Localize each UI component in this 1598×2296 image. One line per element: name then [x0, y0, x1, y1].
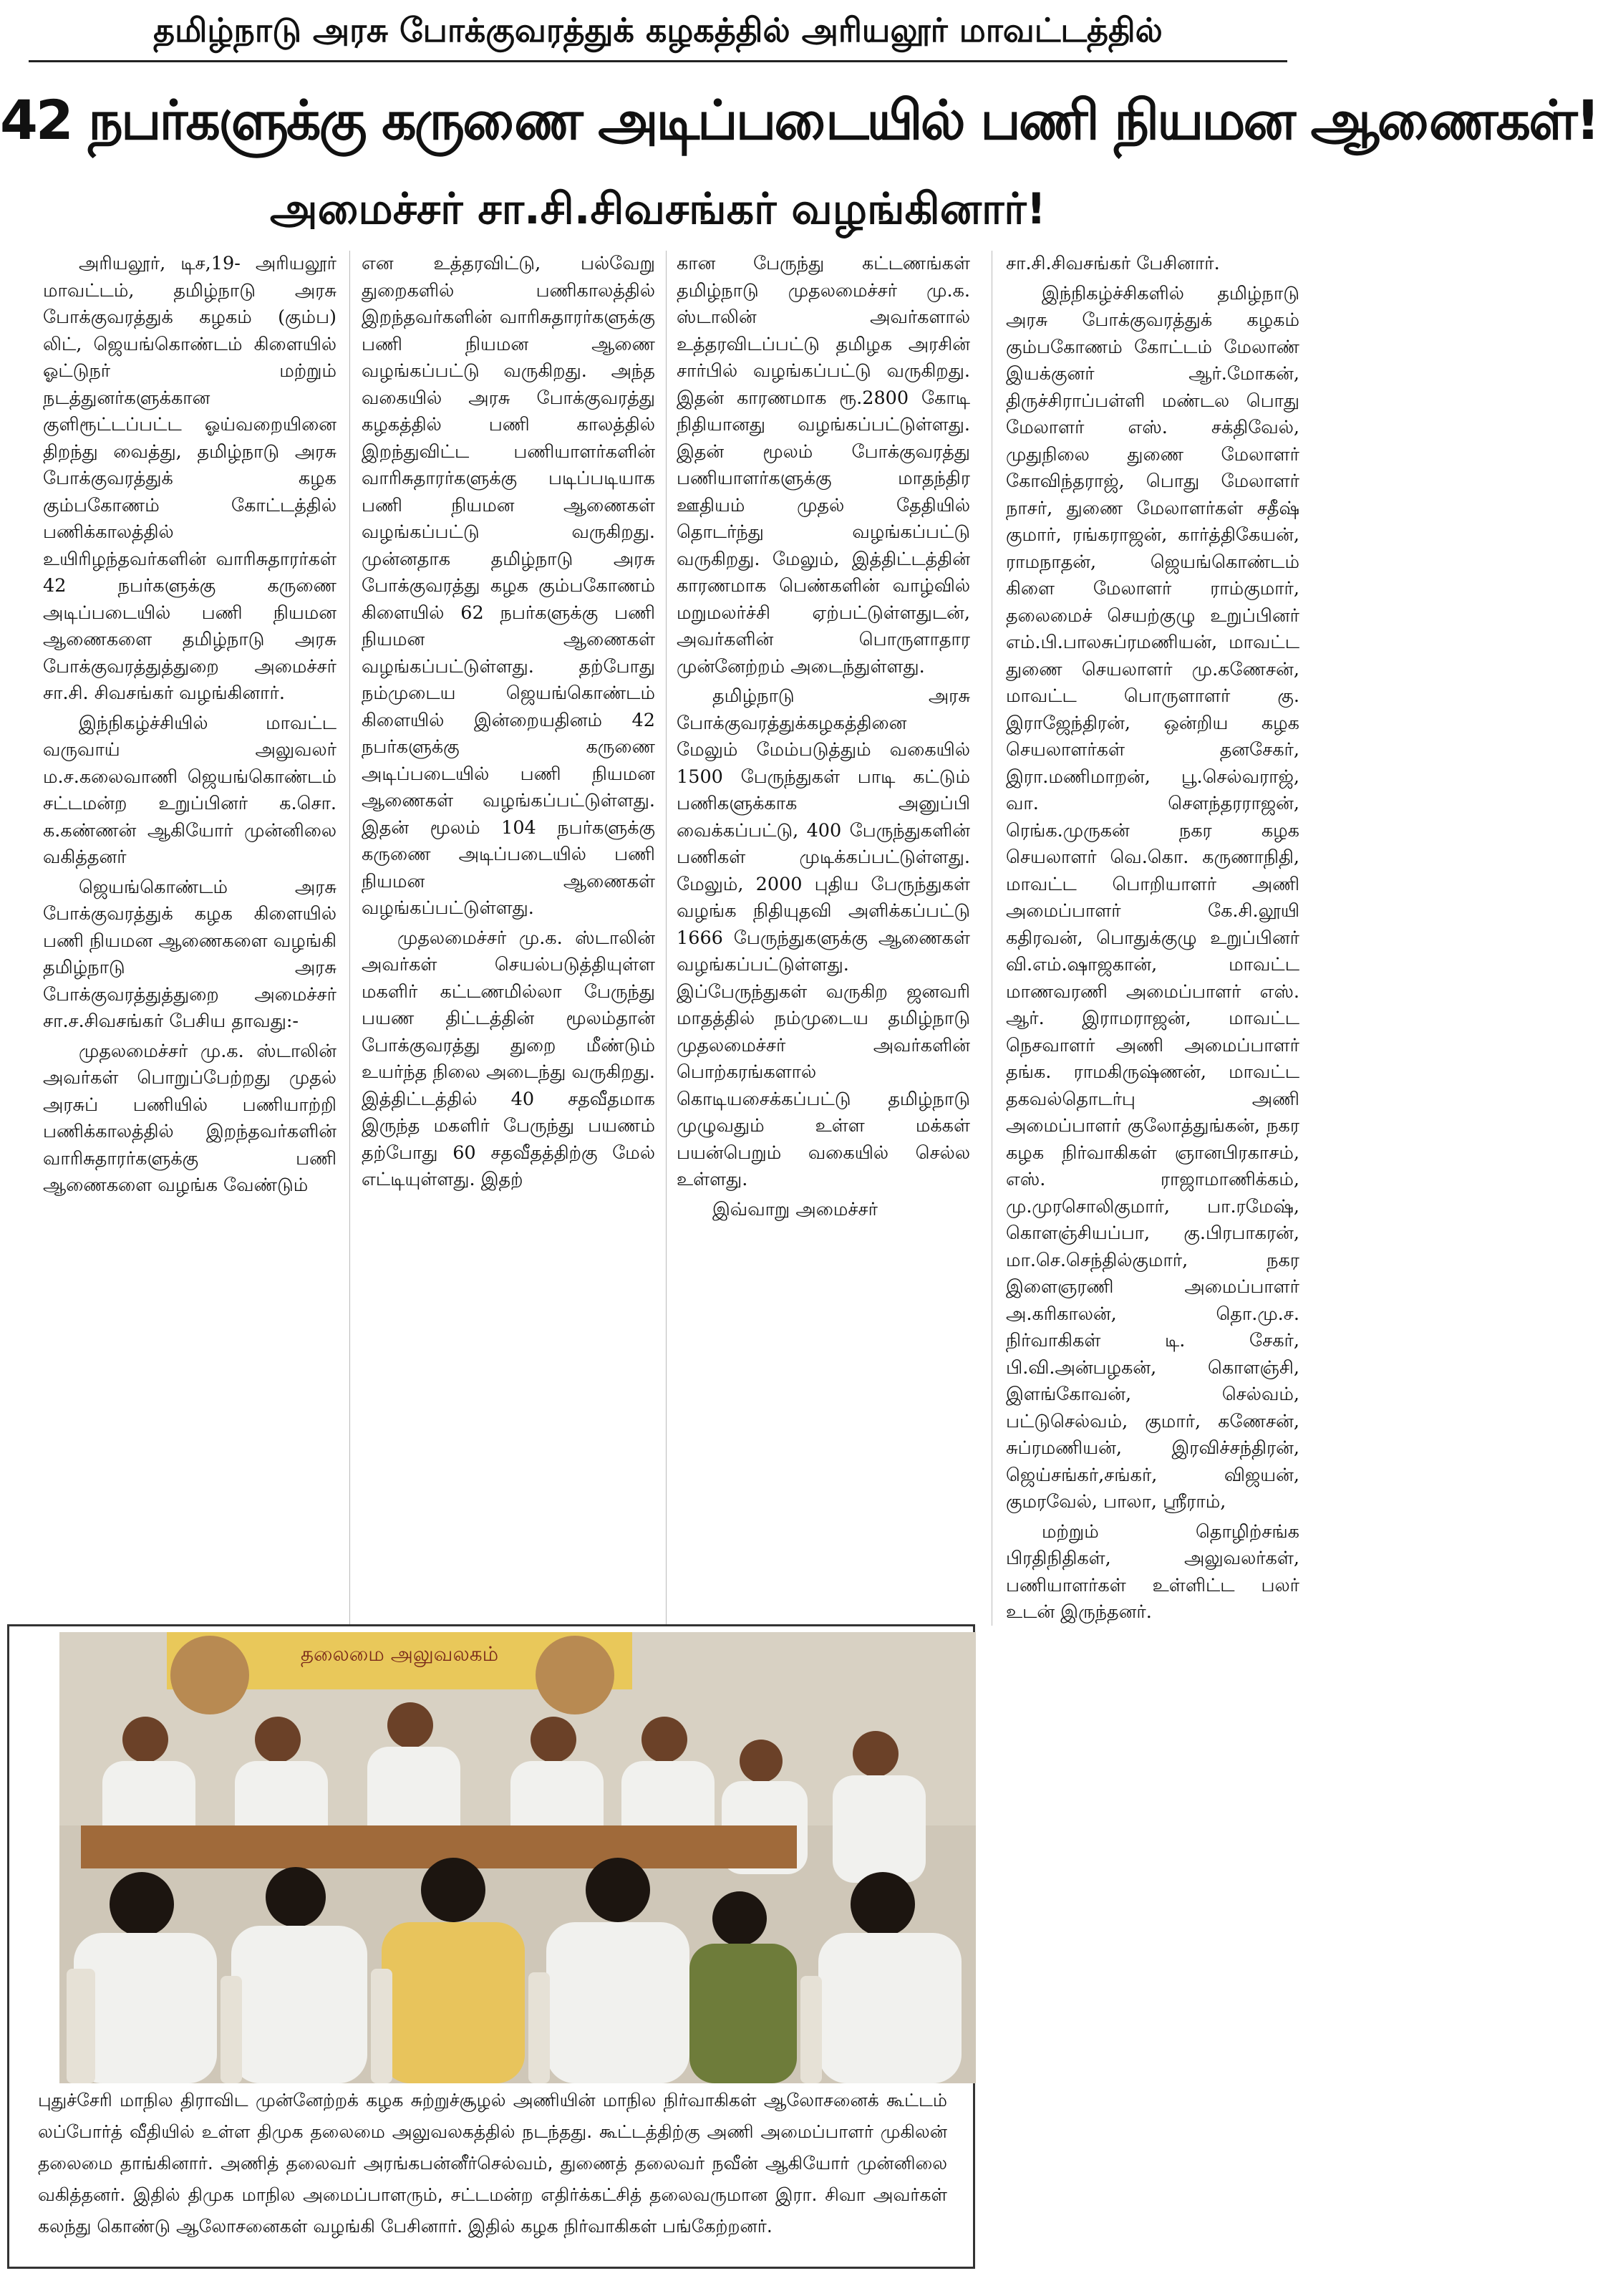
paragraph: முதலமைச்சர் மு.க. ஸ்டாலின் அவர்கள் பொறுப்பேற்றது முதல் அரசுப் பணியில் பணியாற்றி பணிக்காலத்தில் இறந்தவர்களின் வாரிசுதாரர்களுக்கு பணி ஆணைகளை வழங்க வேண்டும்: [43, 1040, 336, 1196]
article-column-2: [362, 251, 655, 1633]
main-headline: 42 நபர்களுக்கு கருணை அடிப்படையில் பணி நியமன ஆணைகள்!: [0, 88, 1598, 152]
paragraph: சா.சி.சிவசங்கர் பேசினார்.: [1006, 253, 1220, 274]
photo-caption: புதுச்சேரி மாநில திராவிட முன்னேற்றக் கழக சுற்றுச்சூழல் அணியின் மாநில நிர்வாகிகள் ஆலோசனைக் கூட்டம் லப்போர்த் வீதியில் உள்ள திமுக தலைமை அலுவலகத்தில் நடந்தது. கூட்டத்திற்கு அணி அமைப்பாளர் முகிலன் தலைமை தாங்கினார். அணித் தலைவர் அரங்கபன்னீர்செல்வம், துணைத் தலைவர் நவீன் ஆகியோர் முன்னிலை வகித்தனர். இதில் திமுக மாநில அமைப்பாளரும், சட்டமன்ற எதிர்க்கட்சித் தலைவருமான இரா. சிவா அவர்கள் கலந்து கொண்டு ஆலோசனைகள் வழங்கி பேசினார். இதில் கழக நிர்வாகிகள் பங்கேற்றனர்.: [38, 2090, 947, 2237]
banner-text: தலைமை அலுவலகம்: [300, 1642, 499, 1666]
column-divider: [666, 251, 667, 1626]
paragraph: என உத்தரவிட்டு, பல்வேறு துறைகளில் பணிகாலத்தில் இறந்தவர்களின் வாரிசுதாரர்களுக்கு பணி நியமன ஆணை வழங்கப்பட்டு வருகிறது. அந்த வகையில் அரசு போக்குவரத்து கழகத்தில் பணி காலத்தில் இறந்துவிட்ட பணியாளர்களின் வாரிசுதாரர்களுக்கு படிப்படியாக பணி நியமன ஆணைகள் வழங்கப்பட்டு வருகிறது. முன்னதாக தமிழ்நாடு அரசு போக்குவரத்து கழக கும்பகோணம் கிளையில் 62 நபர்களுக்கு பணி நியமன ஆணைகள் வழங்கப்பட்டுள்ளது. தற்போது நம்முடைய ஜெயங்கொண்டம் கிளையில் இன்றையதினம் 42 நபர்களுக்கு கருணை அடிப்படையில் பணி நியமன ஆணைகள் வழங்கப்பட்டுள்ளது. இதன் மூலம் 104 நபர்களுக்கு கருணை அடிப்படையில் பணி நியமன ஆணைகள் வழங்கப்பட்டுள்ளது.: [362, 253, 655, 919]
article-column-1: [43, 251, 336, 1633]
article-column-4: [1006, 251, 1299, 2256]
paragraph: ஜெயங்கொண்டம் அரசு போக்குவரத்துக் கழக கிளையில் பணி நியமன ஆணைகளை வழங்கி தமிழ்நாடு அரசு போக்குவரத்துத்துறை அமைச்சர் சா.ச.சிவசங்கர் பேசிய தாவது:-: [43, 876, 336, 1032]
kicker-headline: தமிழ்நாடு அரசு போக்குவரத்துக் கழகத்தில் அரியலூர் மாவட்டத்தில்: [29, 0, 1287, 62]
paragraph: முதலமைச்சர் மு.க. ஸ்டாலின் அவர்கள் செயல்படுத்தியுள்ள மகளிர் கட்டணமில்லா பேருந்து பயண திட்டத்தின் மூலம்தான் போக்குவரத்து துறை மீண்டும் உயர்ந்த நிலை அடைந்து வருகிறது. இத்திட்டத்தில் 40 சதவீதமாக இருந்த மகளிர் பேருந்து பயணம் தற்போது 60 சதவீதத்திற்கு மேல் எட்டியுள்ளது. இதற்: [362, 927, 655, 1190]
column-divider: [349, 251, 350, 1626]
paragraph: கான பேருந்து கட்டணங்கள் தமிழ்நாடு முதலமைச்சர் மு.க. ஸ்டாலின் அவர்களால் உத்தரவிடப்பட்டு தமிழக அரசின் சார்பில் வழங்கப்பட்டு வருகிறது. இதன் காரணமாக ரூ.2800 கோடி நிதியானது வழங்கப்பட்டுள்ளது. இதன் மூலம் போக்குவரத்து பணியாளர்களுக்கு மாதந்திர ஊதியம் முதல் தேதியில் தொடர்ந்து வழங்கப்பட்டு வருகிறது. மேலும், இத்திட்டத்தின் காரணமாக பெண்களின் வாழ்வில் மறுமலர்ச்சி ஏற்பட்டுள்ளதுடன், அவர்களின் பொருளாதார முன்னேற்றம் அடைந்துள்ளது.: [677, 253, 970, 677]
banner-portrait: [536, 1636, 614, 1714]
article-column-3: [677, 251, 970, 1633]
photo-box: [7, 1624, 975, 2269]
paragraph: இவ்வாறு அமைச்சர்: [712, 1198, 878, 1220]
paragraph: அரியலூர், டிச,19- அரியலூர் மாவட்டம், தமிழ்நாடு அரசு போக்குவரத்துக் கழகம் (கும்ப) லிட், ஜெயங்கொண்டம் கிளையில் ஓட்டுநர் மற்றும் நடத்துனர்களுக்கான குளிரூட்டப்பட்ட ஓய்வறையினை திறந்து வைத்து, தமிழ்நாடு அரசு போக்குவரத்துக் கழக கும்பகோணம் கோட்டத்தில் பணிக்காலத்தில் உயிரிழந்தவர்களின் வாரிசுதாரர்கள் 42 நபர்களுக்கு கருணை அடிப்படையில் பணி நியமன ஆணைகளை தமிழ்நாடு அரசு போக்குவரத்துத்துறை அமைச்சர் சா.சி. சிவசங்கர் வழங்கினார்.: [43, 253, 336, 704]
paragraph: மற்றும் தொழிற்சங்க பிரதிநிதிகள், அலுவலர்கள், பணியாளர்கள் உள்ளிட்ட பலர் உடன் இருந்தனர்.: [1006, 1520, 1299, 1623]
paragraph: இந்நிகழ்ச்சியில் மாவட்ட வருவாய் அலுவலர் ம.ச.கலைவாணி ஜெயங்கொண்டம் சட்டமன்ற உறுப்பினர் க.சொ. க.கண்ணன் ஆகியோர் முன்னிலை வகித்தனர்: [43, 712, 336, 868]
sub-headline: அமைச்சர் சா.சி.சிவசங்கர் வழங்கினார்!: [269, 184, 1047, 234]
paragraph: இந்நிகழ்ச்சிகளில் தமிழ்நாடு அரசு போக்குவரத்துக் கழகம் கும்பகோணம் கோட்டம் மேலாண் இயக்குனர் ஆர்.மோகன், திருச்சிராப்பள்ளி மண்டல பொது மேலாளர் எஸ். சக்திவேல், முதுநிலை துணை மேலாளர் கோவிந்தராஜ், பொது மேலாளர் நாசர், துணை மேலாளர்கள் சதீஷ் குமார், ரங்கராஜன், கார்த்திகேயன், ராமநாதன், ஜெயங்கொண்டம் கிளை மேலாளர் ராம்குமார், தலைமைச் செயற்குழு உறுப்பினர் எம்.பி.பாலசுப்ரமணியன், மாவட்ட துணை செயலாளர் மு.கணேசன், மாவட்ட பொருளாளர் கு. இராஜேந்திரன், ஒன்றிய கழக செயலாளர்கள் தனசேகர், இரா.மணிமாறன், பூ.செல்வராஜ், வா. சௌந்தரராஜன், ரெங்க.முருகன் நகர கழக செயலாளர் வெ.கொ. கருணாநிதி, மாவட்ட பொறியாளர் அணி அமைப்பாளர் கே.சி.லூயி கதிரவன், பொதுக்குழு உறுப்பினர் வி.எம்.ஷாஜகான், மாவட்ட மாணவரணி அமைப்பாளர் எஸ். ஆர். இராமராஜன், மாவட்ட நெசவாளர் அணி அமைப்பாளர் தங்க. ராமகிருஷ்ணன், மாவட்ட தகவல்தொடர்பு அணி அமைப்பாளர் குலோத்துங்கன், நகர கழக நிர்வாகிகள் ஞானபிரகாசம், எஸ். ராஜாமாணிக்கம், மு.முரசொலிகுமார், பா.ரமேஷ், கொளஞ்சியப்பா, கு.பிரபாகரன், மா.செ.செந்தில்குமார், நகர இளைஞரணி அமைப்பாளர் அ.கரிகாலன், தொ.மு.ச. நிர்வாகிகள் டி. சேகர், பி.வி.அன்பழகன், கொளஞ்சி, இளங்கோவன், செல்வம், பட்டுசெல்வம், குமார், கணேசன், சுப்ரமணியன், இரவிச்சந்திரன், ஜெய்சங்கர்,சங்கர், விஜயன், குமரவேல், பாலா, ஸ்ரீராம்,: [1006, 282, 1299, 1513]
paragraph: தமிழ்நாடு அரசு போக்குவரத்துக்கழகத்தினை மேலும் மேம்படுத்தும் வகையில் 1500 பேருந்துகள் பாடி கட்டும் பணிகளுக்காக அனுப்பி வைக்கப்பட்டு, 400 பேருந்துகளின் பணிகள் முடிக்கப்பட்டுள்ளது. மேலும், 2000 புதிய பேருந்துகள் வழங்க நிதியுதவி அளிக்கப்பட்டு 1666 பேருந்துகளுக்கு ஆணைகள் வழங்கப்பட்டுள்ளது. இப்பேருந்துகள் வருகிற ஜனவரி மாதத்தில் நம்முடைய தமிழ்நாடு முதலமைச்சர் அவர்களின் பொற்கரங்களால் கொடியசைக்கப்பட்டு தமிழ்நாடு முழுவதும் உள்ள மக்கள் பயன்பெறும் வகையில் செல்ல உள்ளது.: [677, 685, 970, 1190]
banner-portrait: [170, 1636, 249, 1714]
meeting-photo: [59, 1632, 976, 2083]
